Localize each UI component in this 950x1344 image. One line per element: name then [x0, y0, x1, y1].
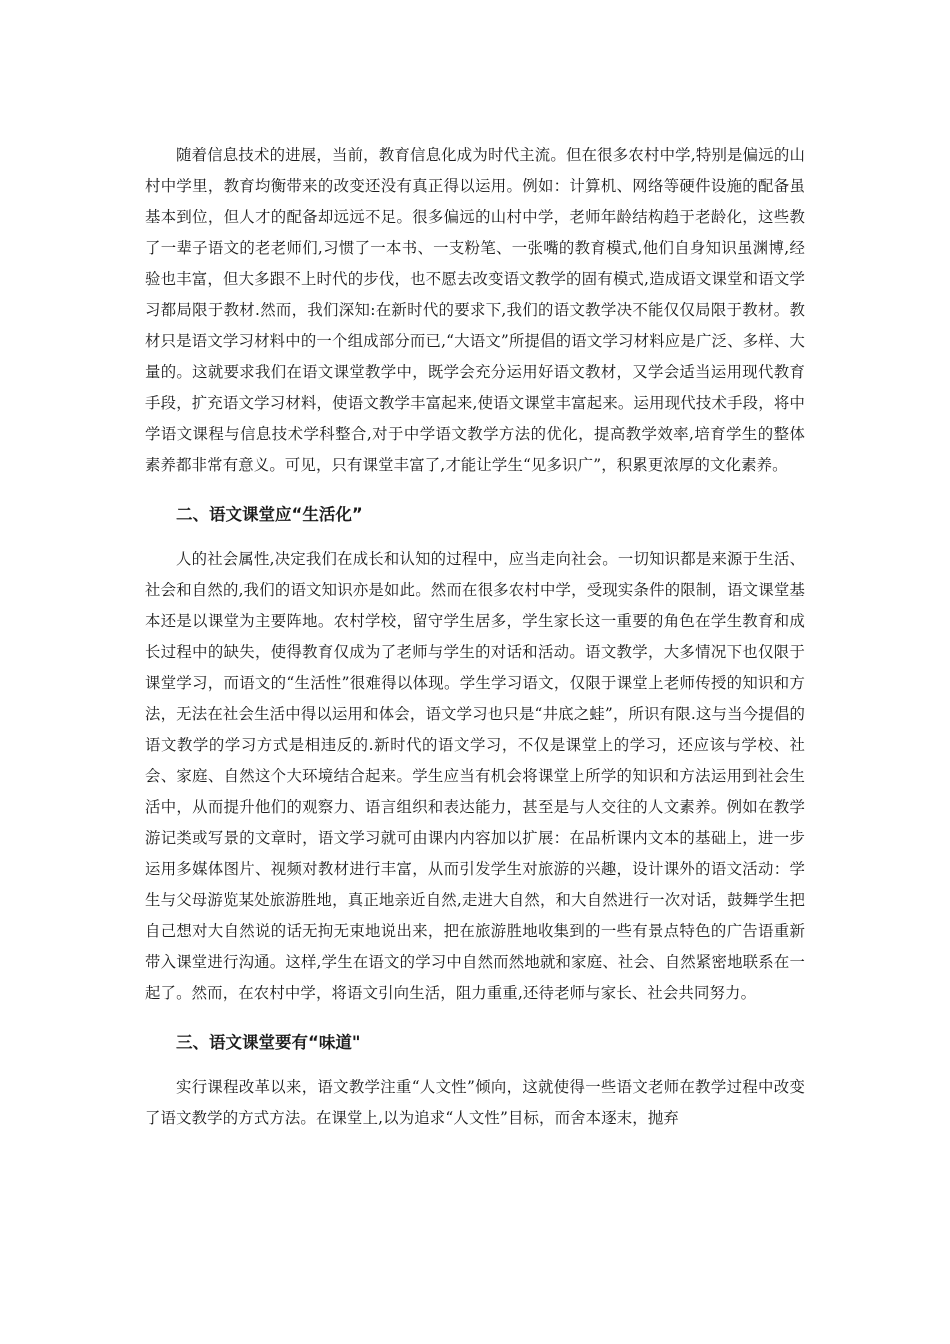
paragraph-2: 人的社会属性,决定我们在成长和认知的过程中，应当走向社会。一切知识都是来源于生活、社会和自然的,我们的语文知识亦是如此。然而在很多农村中学，受现实条件的限制，语文课堂基本还是以课堂为主要阵地。农村学校，留守学生居多，学生家长这一重要的角色在学生教育和成长过程中的缺失，使得教育仅成为了老师与学生的对话和活动。语文教学，大多情况下也仅限于课堂学习，而语文的“生活性”很难得以体现。学生学习语文，仅限于课堂上老师传授的知识和方法，无法在社会生活中得以运用和体会，语文学习也只是“井底之蛙”，所识有限.这与当今提倡的语文教学的学习方式是相违反的.新时代的语文学习，不仅是课堂上的学习，还应该与学校、社会、家庭、自然这个大环境结合起来。学生应当有机会将课堂上所学的知识和方法运用到社会生活中，从而提升他们的观察力、语言组织和表达能力，甚至是与人交往的人文素养。例如在教学游记类或写景的文章时，语文学习就可由课内内容加以扩展：在品析课内文本的基础上，进一步运用多媒体图片、视频对教材进行丰富，从而引发学生对旅游的兴趣，设计课外的语文活动：学生与父母游览某处旅游胜地，真正地亲近自然,走进大自然，和大自然进行一次对话，鼓舞学生把自己想对大自然说的话无拘无束地说出来，把在旅游胜地收集到的一些有景点特色的广告语重新带入课堂进行沟通。这样,学生在语文的学习中自然而然地就和家庭、社会、自然紧密地联系在一起了。然而，在农村中学，将语文引向生活，阻力重重,还待老师与家长、社会共同努力。	[145, 550, 805, 1002]
paragraph-1: 随着信息技术的进展，当前，教育信息化成为时代主流。但在很多农村中学,特别是偏远的山村中学里，教育均衡带来的改变还没有真正得以运用。例如：计算机、网络等硬件设施的配备虽基本到位，但人才的配备却远远不足。很多偏远的山村中学，老师年龄结构趋于老龄化，这些教了一辈子语文的老老师们,习惯了一本书、一支粉笔、一张嘴的教育模式,他们自身知识虽渊博,经验也丰富，但大多跟不上时代的步伐，也不愿去改变语文教学的固有模式,造成语文课堂和语文学习都局限于教材.然而，我们深知:在新时代的要求下,我们的语文教学决不能仅仅局限于教材。教材只是语文学习材料中的一个组成部分而已,“大语文”所提倡的语文学习材料应是广泛、多样、大量的。这就要求我们在语文课堂教学中，既学会充分运用好语文教材，又学会适当运用现代教育手段，扩充语文学习材料，使语文教学丰富起来,使语文课堂丰富起来。运用现代技术手段，将中学语文课程与信息技术学科整合,对于中学语文教学方法的优化，提高教学效率,培育学生的整体素养都非常有意义。可见，只有课堂丰富了,才能让学生“见多识广”，积累更浓厚的文化素养。	[145, 146, 805, 474]
section-heading-3: 三、语文课堂要有“味道"	[176, 1033, 361, 1052]
section-heading-2: 二、语文课堂应“生活化”	[176, 505, 363, 524]
paragraph-3: 实行课程改革以来，语文教学注重“人文性”倾向，这就使得一些语文老师在教学过程中改变了语文教学的方式方法。在课堂上,以为追求“人文性”目标，而舍本逐末，抛弃	[145, 1078, 805, 1127]
document-page	[145, 140, 805, 1134]
